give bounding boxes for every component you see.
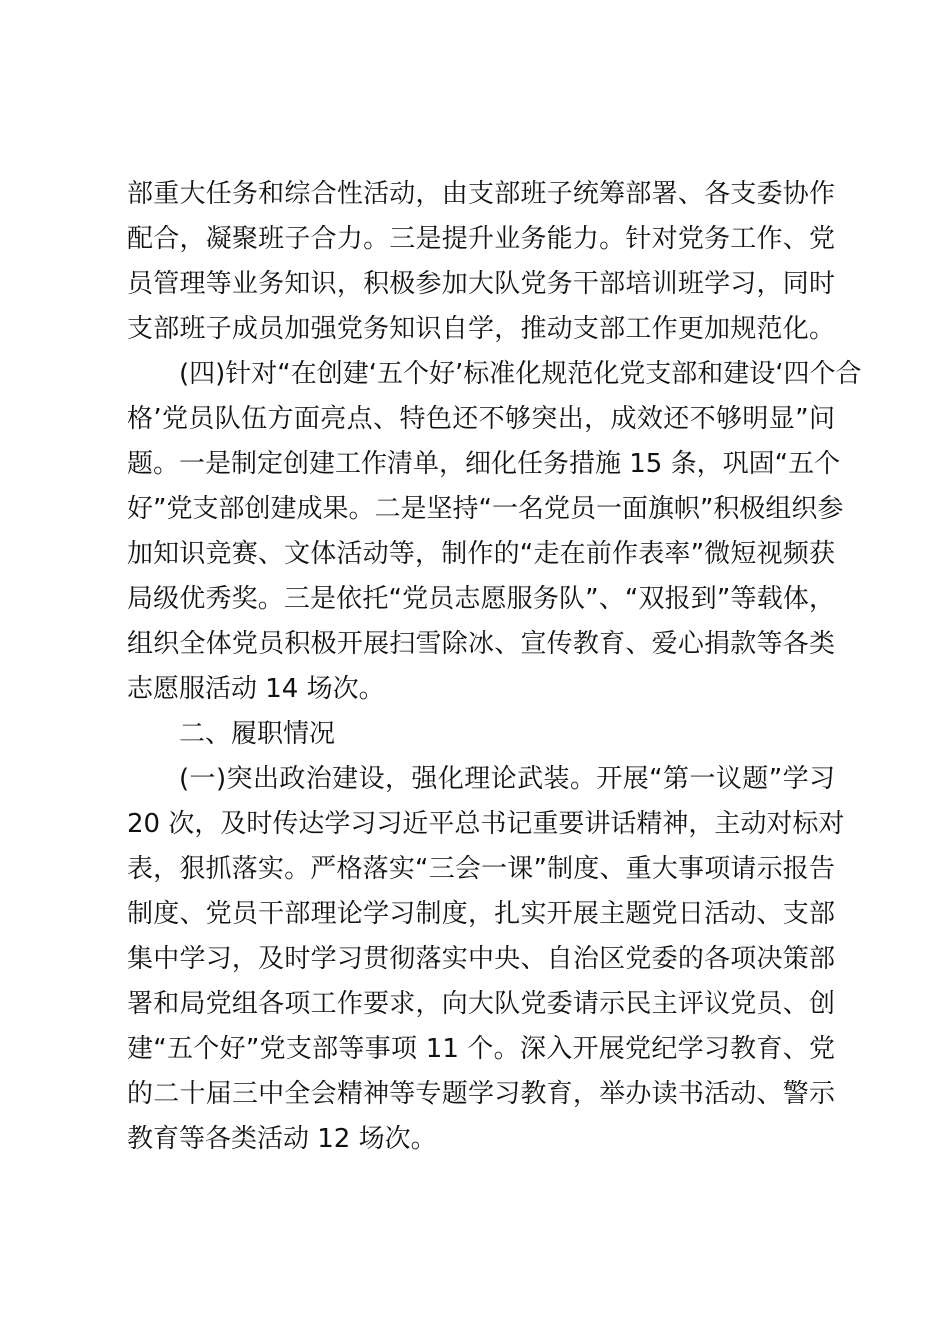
text-line-5: (四)针对“在创建‘五个好’标准化规范化党支部和建设‘四个合 [179, 359, 862, 389]
text-line-8: 好”党支部创建成果。二是坚持“一名党员一面旗帜”积极组织参 [127, 494, 844, 524]
text-line-15: 20 次，及时传达学习习近平总书记重要讲话精神，主动对标对 [127, 809, 845, 839]
text-line-11: 组织全体党员积极开展扫雪除冰、宣传教育、爱心捐款等各类 [127, 629, 835, 659]
text-line-17: 制度、党员干部理论学习制度，扎实开展主题党日活动、支部 [127, 899, 835, 929]
text-line-4: 支部班子成员加强党务知识自学，推动支部工作更加规范化。 [127, 314, 835, 344]
text-line-22: 教育等各类活动 12 场次。 [127, 1124, 437, 1154]
text-line-6: 格’党员队伍方面亮点、特色还不够突出，成效还不够明显”问 [127, 404, 835, 434]
text-line-3: 员管理等业务知识，积极参加大队党务干部培训班学习，同时 [127, 269, 835, 299]
document-body [127, 172, 862, 1162]
text-line-20: 建“五个好”党支部等事项 11 个。深入开展党纪学习教育、党 [127, 1034, 835, 1064]
text-line-1: 部重大任务和综合性活动，由支部班子统筹部署、各支委协作 [127, 179, 835, 209]
text-line-12: 志愿服活动 14 场次。 [127, 674, 385, 704]
text-line-7: 题。一是制定创建工作清单，细化任务措施 15 条，巩固“五个 [127, 449, 841, 479]
text-line-9: 加知识竞赛、文体活动等，制作的“走在前作表率”微短视频获 [127, 539, 835, 569]
text-line-16: 表，狠抓落实。严格落实“三会一课”制度、重大事项请示报告 [127, 854, 835, 884]
text-line-10: 局级优秀奖。三是依托“党员志愿服务队”、“双报到”等载体， [127, 584, 835, 614]
section-heading: 二、履职情况 [179, 719, 336, 749]
text-line-21: 的二十届三中全会精神等专题学习教育，举办读书活动、警示 [127, 1079, 835, 1109]
text-line-18: 集中学习，及时学习贯彻落实中央、自治区党委的各项决策部 [127, 944, 835, 974]
text-line-14: (一)突出政治建设，强化理论武装。开展“第一议题”学习 [179, 764, 835, 794]
text-line-19: 署和局党组各项工作要求，向大队党委请示民主评议党员、创 [127, 989, 835, 1019]
text-line-2: 配合，凝聚班子合力。三是提升业务能力。针对党务工作、党 [127, 224, 835, 254]
